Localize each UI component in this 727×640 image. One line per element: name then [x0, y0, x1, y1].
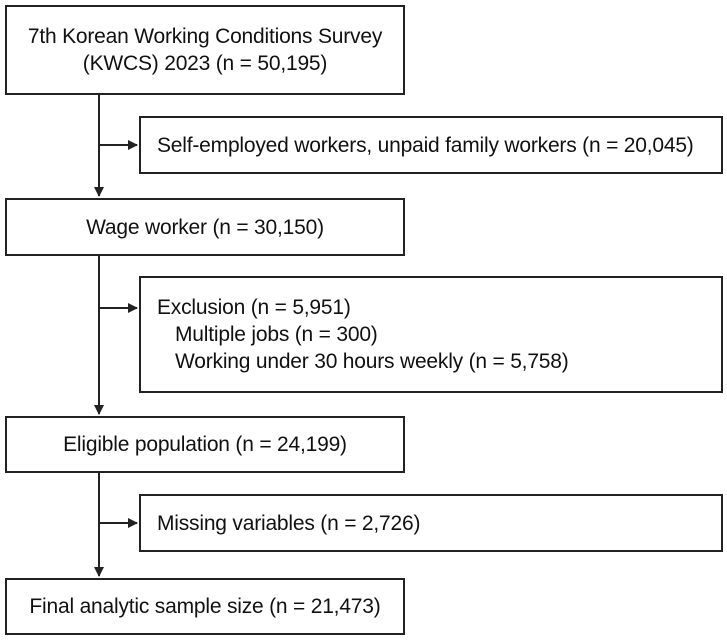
survey-line-1: 7th Korean Working Conditions Survey	[27, 25, 383, 48]
exclusion-title: Exclusion (n = 5,951)	[157, 296, 351, 319]
exclusion-item-multiple-jobs: Multiple jobs (n = 300)	[175, 323, 378, 346]
wage-worker-label: Wage worker (n = 30,150)	[86, 215, 324, 239]
final-label: Final analytic sample size (n = 21,473)	[29, 595, 381, 618]
missing-box	[139, 494, 723, 552]
eligible-box	[5, 416, 405, 473]
self-employed-box	[139, 116, 723, 174]
survey-line-2: (KWCS) 2023 (n = 50,195)	[82, 52, 328, 75]
self-employed-label: Self-employed workers, unpaid family workers (n = 20,045)	[157, 133, 694, 157]
final-box	[5, 578, 405, 635]
wage-worker-box	[5, 198, 405, 256]
exclusion-item-under-30-hours: Working under 30 hours weekly (n = 5,758)	[175, 350, 569, 373]
missing-label: Missing variables (n = 2,726)	[157, 511, 421, 535]
survey-box	[5, 5, 405, 95]
exclusion-box	[139, 276, 723, 393]
eligible-label: Eligible population (n = 24,199)	[63, 433, 347, 456]
